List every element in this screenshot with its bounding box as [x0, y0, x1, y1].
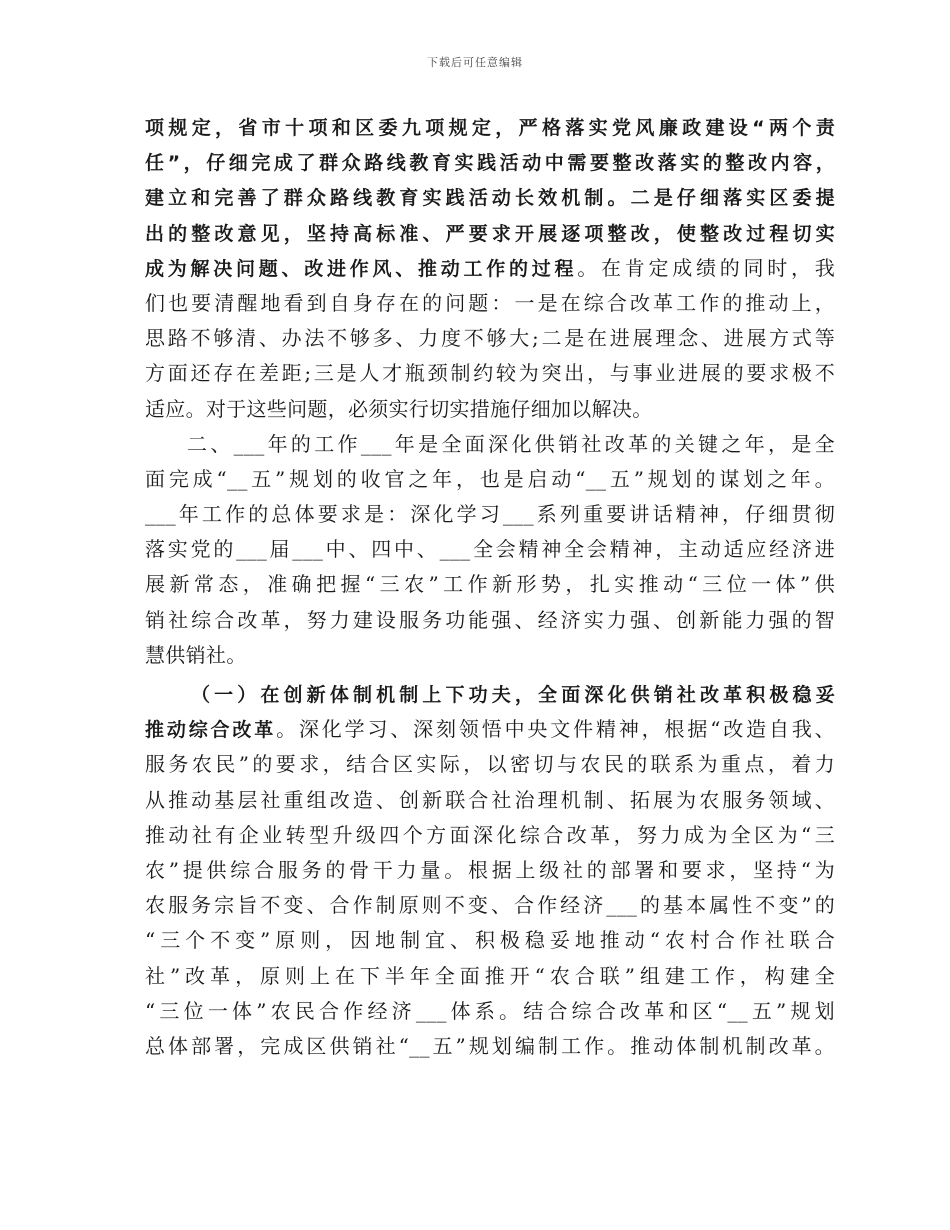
text-line: 销社综合改革，努力建设服务功能强、经济实力强、创新能力强的智 — [145, 607, 835, 632]
body-text: 从推动基层社重组改造、创新联合社治理机制、拓展为农服务领域、 — [145, 787, 835, 812]
body-text: “三位一体”农民合作经济___体系。结合综合改革和区“__五”规划 — [145, 998, 835, 1023]
paragraph-2 — [145, 427, 835, 673]
paragraph-3 — [145, 677, 835, 1064]
text-line — [145, 818, 835, 853]
page-header: 下载后可任意编辑 — [427, 56, 523, 69]
text-line: 慧供销社。 — [145, 642, 247, 667]
text-line — [145, 783, 835, 818]
text-line — [145, 677, 835, 712]
text-line: 展新常态，准确把握“三农”工作新形势，扎实推动“三位一体”供 — [145, 572, 835, 597]
body-text: 。深化学习、深刻领悟中央文件精神，根据“改造自我、 — [276, 717, 835, 742]
body-text: 服务农民”的要求，结合区实际，以密切与农民的联系为重点，着力 — [145, 752, 835, 777]
body-text: “三个不变”原则，因地制宜、积极稳妥地推动“农村合作社联合 — [145, 928, 835, 953]
text-line — [145, 110, 835, 145]
body-text: 社”改革，原则上在下半年全面推开“农合联”组建工作，构建全 — [145, 963, 835, 988]
text-line: 二、___年的工作___年是全面深化供销社改革的关键之年，是全 — [187, 431, 835, 456]
body-text: 适应。对于这些问题，必须实行切实措施仔细加以解决。 — [145, 396, 653, 421]
bold-text: （一）在创新体制机制上下功夫，全面深化供销社改革积极稳妥 — [191, 684, 835, 706]
document-body — [145, 110, 835, 1064]
text-line — [145, 747, 835, 782]
body-text: 总体部署，完成区供销社“__五”规划编制工作。推动体制机制改革。 — [145, 1033, 835, 1058]
text-line — [145, 251, 835, 286]
text-line: 落实党的___届___中、四中、___全会精神全会精神，主动适应经济进 — [145, 537, 835, 562]
text-line — [145, 994, 835, 1029]
text-line — [145, 959, 835, 994]
bold-text: 出的整改意见，坚持高标准、严要求开展逐项整改，使整改过程切实 — [145, 222, 835, 245]
body-text: 农服务宗旨不变、合作制原则不变、合作经济___的基本属性不变”的 — [145, 893, 835, 918]
text-line — [145, 923, 835, 958]
bold-text: 成为解决问题、改进作风、推动工作的过程 — [145, 257, 578, 280]
bold-text: 推动综合改革 — [145, 719, 277, 742]
bold-text: 建立和完善了群众路线教育实践活动长效机制。二是仔细落实区委提 — [145, 187, 835, 210]
body-text: 思路不够清、办法不够多、力度不够大;二是在进展理念、进展方式等 — [145, 326, 835, 351]
text-line — [145, 286, 835, 321]
text-line — [145, 888, 835, 923]
text-line — [145, 321, 835, 356]
text-line: ___年工作的总体要求是：深化学习___系列重要讲话精神，仔细贯彻 — [145, 502, 835, 527]
text-line — [145, 145, 835, 180]
text-line — [145, 180, 835, 215]
body-text: 农”提供综合服务的骨干力量。根据上级社的部署和要求，坚持“为 — [145, 857, 835, 882]
text-line: 面完成“__五”规划的收官之年，也是启动“__五”规划的谋划之年。 — [145, 466, 835, 491]
text-line — [145, 216, 835, 251]
text-line — [145, 1029, 835, 1064]
body-text: 。在肯定成绩的同时，我 — [577, 255, 835, 280]
body-text: 方面还存在差距;三是人才瓶颈制约较为突出，与事业进展的要求极不 — [145, 361, 835, 386]
text-line — [145, 392, 835, 427]
bold-text: 任”，仔细完成了群众路线教育实践活动中需要整改落实的整改内容， — [145, 152, 835, 175]
text-line — [145, 356, 835, 391]
body-text: 们也要清醒地看到自身存在的问题：一是在综合改革工作的推动上， — [145, 290, 835, 315]
paragraph-1 — [145, 110, 835, 427]
body-text: 推动社有企业转型升级四个方面深化综合改革，努力成为全区为“三 — [145, 822, 835, 847]
text-line — [145, 853, 835, 888]
text-line — [145, 712, 835, 747]
bold-text: 项规定，省市十项和区委九项规定，严格落实党风廉政建设“两个责 — [145, 117, 835, 139]
